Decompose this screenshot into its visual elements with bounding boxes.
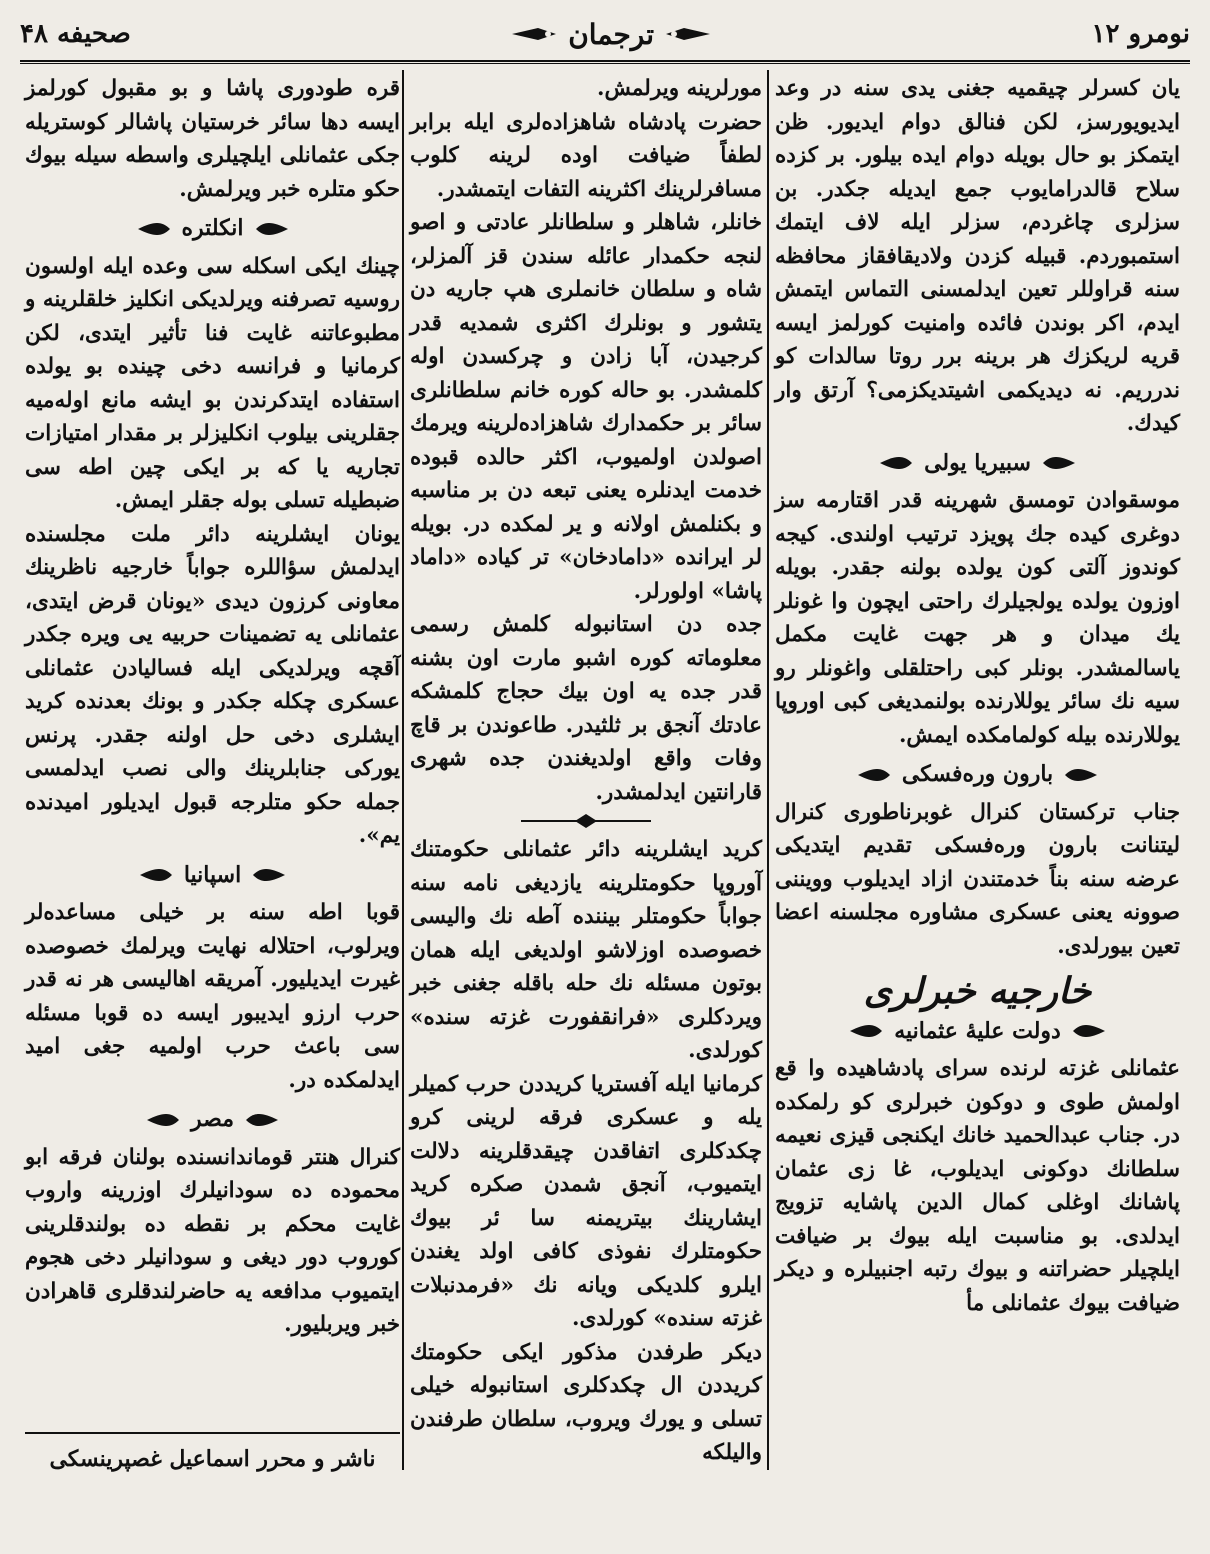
- ornament-icon: [664, 25, 712, 43]
- publisher-line: ناشر و محرر اسماعيل غصپرينسكى: [49, 1446, 376, 1472]
- section-title: اسپانيا: [183, 861, 242, 888]
- paragraph: كرمانيا ايله آفستريا كريددن حرب كميلر يله و عسكرى فرقه لرينى كرو چكدكلرى اتفاقدن چيقدقلرينه دلالت ايتميوب، آنجق شمدن صكره كريد ايشارينك بيتريمنه سا ئر بيوك حكومتلرك نفوذى كافى اولد يغندن ايلرو كلديكى ويانه نك «فرمدنبلات غزته سنده» كورلدى.: [410, 1071, 762, 1331]
- ornament-icon: [854, 765, 894, 785]
- column-rule: [402, 70, 404, 1470]
- paragraph: مورلرينه ويرلمش.: [596, 76, 762, 101]
- ornament-icon: [1039, 453, 1079, 473]
- ornament-icon: [510, 25, 558, 43]
- paragraph: قوبا اطه سنه بر خيلى مساعدەلر ويرلوب، احتلاله نهايت ويرلمك خصوصده غيرت ايديليور. آمريقه اهاليسى هر نه قدر حرب ارزو ايديبور ايسه ده قوبا مسئله سى باعث حرب اولميه جغى اميد ايدلمكده در.: [25, 900, 400, 1093]
- divider: [410, 813, 762, 829]
- foreign-news-title: خارجيه خبرلرى: [863, 970, 1092, 1012]
- masthead: [510, 18, 712, 51]
- page-number: صحيفه ۴۸: [20, 19, 131, 49]
- header-rule: [20, 60, 1190, 64]
- column-rule: [767, 70, 769, 1470]
- issue-number: نومرو ۱۲: [1091, 19, 1190, 49]
- section-title: بارون ورەفسكى: [901, 761, 1054, 787]
- paragraph: يونان ايشلرينه دائر ملت مجلسنده ايدلمش سؤاللره جواباً خارجيه ناظرينك معاونى كرزون ديدى «يونان قرض ايتدى، عثمانلى يه تضمينات حربيه يى ويره جكدر آقچه ويرلديكى ايله فساليادن عثمانلى عسكرى چكله جكدر و بونك بعدنده كريد ايشلرى دخى حل اولنه جقدر. پرنس يوركى جنابلرينك والى نصب ايدلمسى جمله حكو متلرجه قبول ايديلور اميدنده يم».: [25, 521, 400, 848]
- diamond-divider-icon: [511, 813, 661, 829]
- paragraph: چينك ايكى اسكله سى وعده ايله اولسون روسيه تصرفنه ويرلديكى انكليز خلقلرينه و مطبوعاتنه غايت فنا تأثير ايتدى، لكن كرمانيا و فرانسه دخى چينده بو يولده استفاده ايتدكرندن بو ايشه مانع اولەميه جقلرينى بيلوب انكليزلر بر مقدار امتيازات تجاريه يا كه بر ايكى چين اطه سى ضبطيله تسلى بوله جقلر ايمش.: [25, 253, 400, 513]
- page-header: [20, 12, 1190, 56]
- ornament-icon: [876, 453, 916, 473]
- section-title: مصر: [191, 1106, 235, 1132]
- ornament-icon: [136, 865, 176, 885]
- column-middle: [410, 72, 762, 1470]
- paragraph: جده دن استانبوله كلمش رسمى معلوماته كوره اشبو مارت اون بشنه قدر جده يه اون بيك حجاج كلمشكه عادتك آنجق بر ثلثيدر. طاعوندن بر قاچ وفات واقع اولديغندن جده شهرى قارانتين ايدلمشدر.: [410, 612, 762, 805]
- newspaper-title: ترجمان: [568, 17, 655, 51]
- paragraph: كنرال هنتر قوماندانسنده بولنان فرقه ابو محموده ده سودانيلرك اوزرينه واروب غايت محكم بر نقطه ده بولندقلرينى كوروب دور ديغى و سودانيلر دخى هجوم ايتميوب مدافعه يه حاضرلندقلرى قاهرادن خبر ويربليور.: [25, 1144, 400, 1337]
- paragraph: يان كسرلر چيقميه جغنى يدى سنه در وعد ايديويورسز، لكن فنالق دوام ايديور. ظن ايتمكز بو حال بويله دوام ايده بيلور. بر كزده سلاح قالدرامايوب جمع ايديله جكدر. بن سزلرى چاغردم، سزلر ايله لاف ايتمك استمبوردم. قبيله كزدن ولاديقافقاز محافظه سنه قراوللر تعين ايدلمسنى التماس ايتمش ايدم، اكر بوندن فائده وامنيت كورلمز ايسه قريه لريكزك هر برينه برر روتا سالدات كو ندرريم. نه ديديكمى اشيتديكزمى؟ آرتق وار كيدك.: [775, 76, 1180, 436]
- section-heading: [25, 1103, 400, 1137]
- section-heading: [25, 212, 400, 246]
- section-title: دولت عليهٔ عثمانيه: [894, 1017, 1061, 1044]
- ornament-icon: [846, 1021, 886, 1041]
- section-title: سبيريا يولى: [924, 449, 1031, 476]
- paragraph: ديكر طرفدن مذكور ايكى حكومتك كريددن ال چكدكلرى استانبوله خيلى تسلى و يورك ويروب، سلطان طرفندن واليلكه: [410, 1339, 762, 1465]
- footer-rule: [25, 1432, 400, 1434]
- ornament-icon: [1069, 1021, 1109, 1041]
- paragraph: كريد ايشلرينه دائر عثمانلى حكومتنك آوروپا حكومتلرينه يازديغى نامه سنه جواباً حكومتلر بيننده آطه نك واليسى خصوصده اوزلاشو اولديغى ايله همان بوتون مسئله نك حله باقله جغنى خبر ويردكلرى «فرانقفورت غزته سنده» كورلدى.: [410, 837, 762, 1063]
- column-right: [775, 72, 1180, 1320]
- section-heading: [775, 447, 1180, 481]
- paragraph: جناب تركستان كنرال غوبرناطورى كنرال ليتنانت بارون ورەفسكى تقديم ايتديكى عرضه سنه بناً خدمتندن ازاد ايديلوب وويننى صوونه يعنى عسكرى مشاوره مجلسنه اعضا تعين بيورلدى.: [775, 799, 1180, 959]
- section-heading: [775, 1015, 1180, 1049]
- ornament-icon: [1061, 765, 1101, 785]
- paragraph: حضرت پادشاه شاهزادەلرى ايله برابر لطفاً ضيافت اوده لرينه كلوب مسافرلرينك اكثرينه التفات ايتمشدر.: [410, 109, 762, 202]
- ornament-icon: [249, 865, 289, 885]
- ornament-icon: [134, 219, 174, 239]
- column-left: [25, 72, 400, 1342]
- paragraph: عثمانلى غزته لرنده سراى پادشاهيده وا قع اولمش طوى و دوكون خبرلرى كو رلمكده در. جناب عبدالحميد خانك ايكنجى قيزى نعيمه سلطانك دوكونى ايديلوب، غا زى عثمان پاشانك اوغلى كمال الدين پاشايه تزويج ايدلدى. بو مناسبت ايله بيوك بر ضيافت ايلچيلر حضراتنه و بيوك رتبه اجنبيلره و ديكر ضيافت بيوك عثمانلى مأ: [775, 1056, 1180, 1316]
- section-heading: [25, 859, 400, 893]
- section-heading: [775, 758, 1180, 792]
- paragraph: خانلر، شاهلر و سلطانلر عادتى و اصو لنجه حكمدار عائله سندن قز آلمزلر، شاه و سلطان خانملرى هپ جاريه دن يتشور و بونلرك اكثرى شمديه قدر كرجيدن، آبا زادن و چركسدن اوله كلمشدر. بو حاله كوره خانم سلطانلرى سائر بر حكمدارك شاهزادەلرينه ويرمك اصولدن اولميوب، اكثر حالده قبوده خدمت ايدنلره يعنى تبعه دن بر مناسبه و بكنلمش اولانه و ير لمكده در. بويله لر ايرانده «دامادخان» تر كياده «داماد پاشا» اولورلر.: [410, 210, 762, 604]
- ornament-icon: [252, 219, 292, 239]
- section-title: انكلتره: [181, 215, 244, 241]
- ornament-icon: [143, 1110, 183, 1130]
- ornament-icon: [242, 1110, 282, 1130]
- paragraph: موسقوادن تومسق شهرينه قدر اقتارمه سز دوغرى كيده جك پويزد ترتيب اولندى. كيجه كوندوز آلتى كون يولده بولنه جقدر. بويله اوزون يولده يولجيلرك راحتى ايچون وا غونلر يك ميدان و هر جهت غايت مكمل ياسالمشدر. بونلر كبى راحتلقلى واغونلر رو سيه نك سائر يوللارنده بولنمديغى كبى اوروپا يوللارنده بيله كولمامكده ايمش.: [775, 488, 1180, 748]
- paragraph: قره طودورى پاشا و بو مقبول كورلمز ايسه دها سائر خرستيان پاشالر كوستريله جكى عثمانلى ايلچيلرى واسطه سيله بيوك حكو متلره خبر ويرلمش.: [25, 76, 400, 202]
